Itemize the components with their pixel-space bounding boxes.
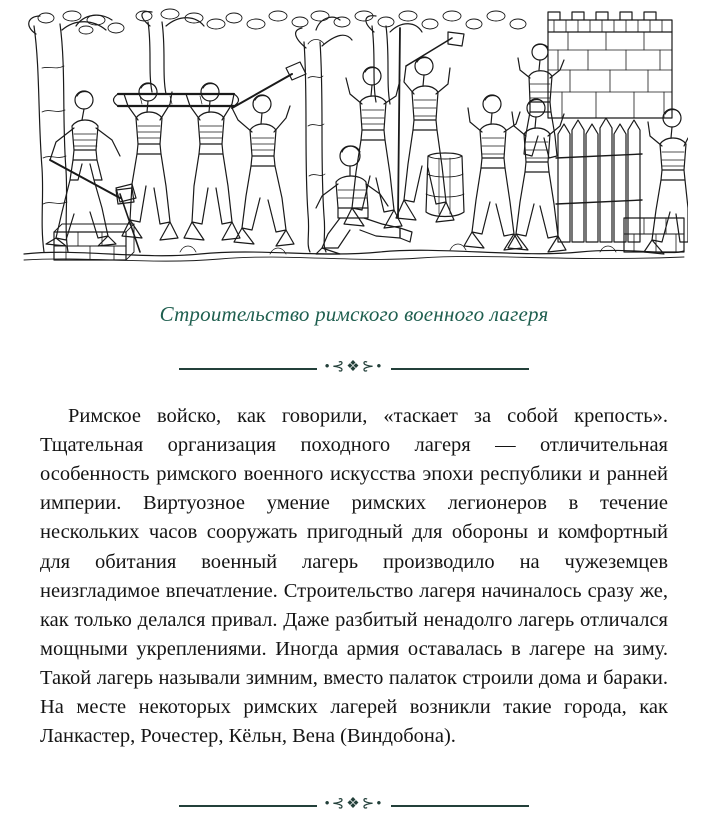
ornamental-divider-bottom bbox=[179, 798, 529, 813]
divider-rule-left bbox=[179, 368, 317, 370]
illustration-caption: Строительство римского военного лагеря bbox=[159, 302, 549, 326]
divider-rule-right bbox=[391, 805, 529, 807]
body-text bbox=[40, 402, 668, 751]
divider-rule-right bbox=[391, 368, 529, 370]
divider-rule-left bbox=[179, 805, 317, 807]
document-page bbox=[0, 8, 708, 827]
ornamental-divider-top bbox=[179, 361, 529, 376]
roman-camp-construction-engraving bbox=[20, 8, 688, 280]
divider-ornament-icon: •⊰❖⊱• bbox=[324, 359, 384, 375]
paragraph: Римское войско, как говорили, «таскает за собой крепость». Тщательная организация походного лагеря — отличительная особенность римского военного искусства эпохи республики и ранней империи. Виртуозное умение римских легионеров в течение нескольких часов сооружать пригодный для обороны и комфортный для обитания военный лагерь производило на чужеземцев неизгладимое впечатление. Строительство лагеря начиналось сразу же, как только делался привал. Даже разбитый ненадолго лагерь отличался мощными укреплениями. Иногда армия оставалась в лагере на зиму. Такой лагерь называли зимним, вместо палаток строили дома и бараки. На месте некоторых римских лагерей возникли такие города, как Ланкастер, Рочестер, Кёльн, Вена (Виндобона). bbox=[40, 405, 668, 748]
divider-ornament-icon: •⊰❖⊱• bbox=[324, 796, 384, 812]
